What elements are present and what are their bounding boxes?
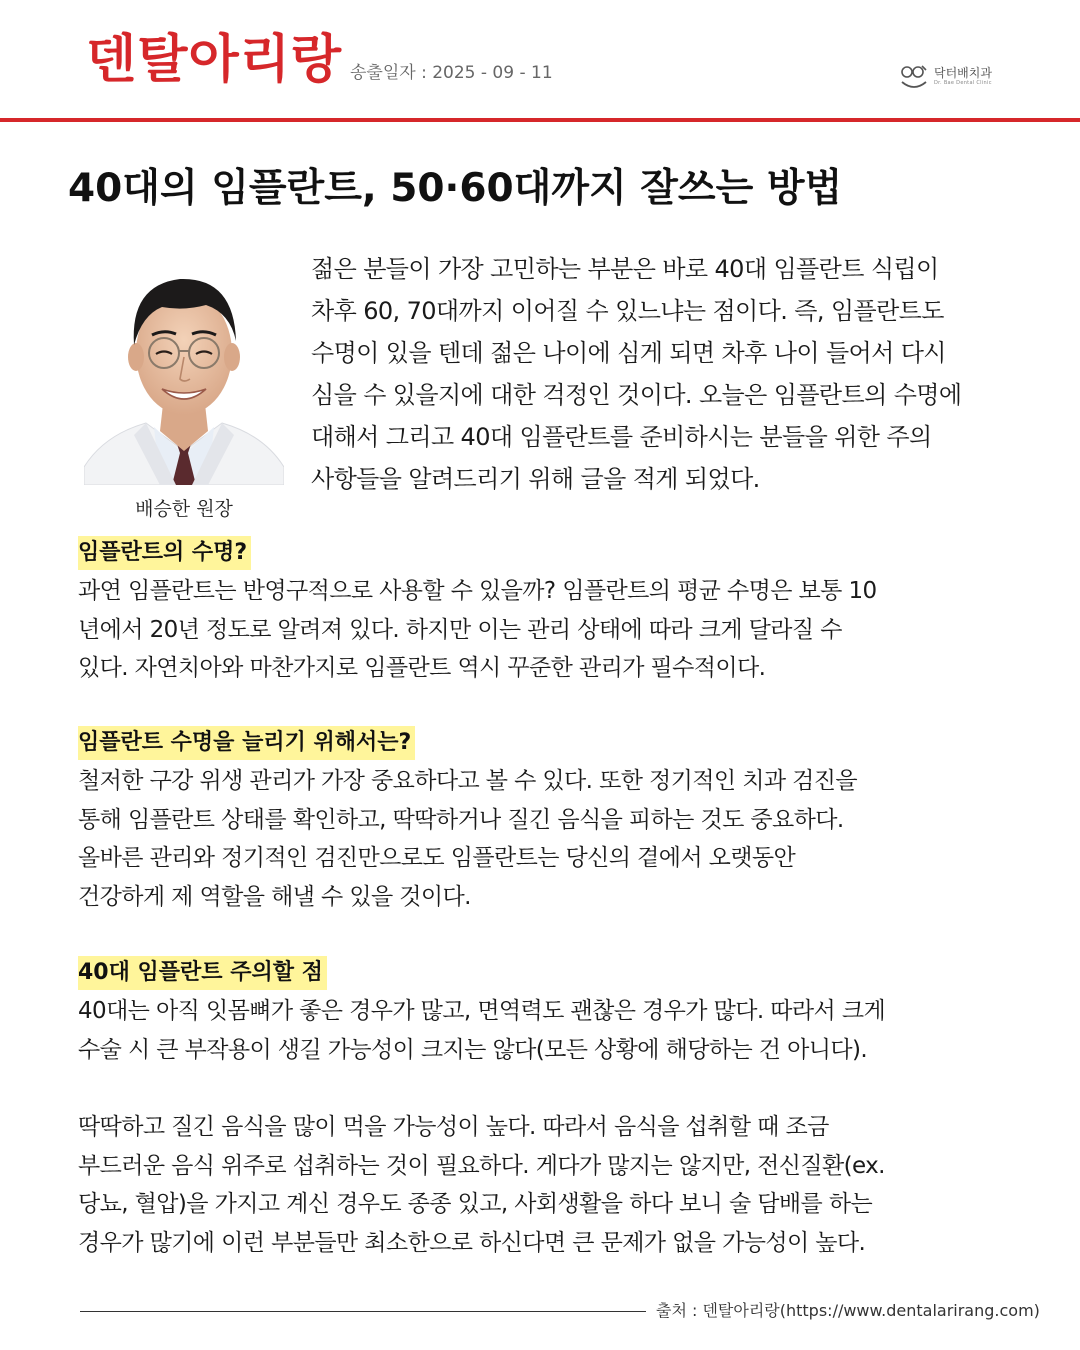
broadcast-date: 송출일자 : 2025 - 09 - 11 bbox=[350, 63, 553, 83]
intro-line: 심을 수 있을지에 대한 걱정인 것이다. 오늘은 임플란트의 수명에 bbox=[311, 381, 962, 409]
intro-line: 수명이 있을 텐데 젊은 나이에 심게 되면 차후 나이 들어서 다시 bbox=[311, 339, 946, 367]
body-line: 년에서 20년 정도로 알려져 있다. 하지만 이는 관리 상태에 따라 크게 달라질 수 bbox=[78, 616, 842, 643]
body-line: 당뇨, 혈압)을 가지고 계신 경우도 종종 있고, 사회생활을 하다 보니 술 담배를 하는 bbox=[78, 1191, 873, 1217]
section-body bbox=[78, 762, 1018, 916]
clinic-logo bbox=[898, 58, 992, 94]
body-line: 있다. 자연치아와 마찬가지로 임플란트 역시 꾸준한 관리가 필수적이다. bbox=[78, 655, 766, 681]
section-extend-lifespan bbox=[78, 726, 1018, 916]
clinic-logo-icon bbox=[898, 60, 930, 92]
body-line: 과연 임플란트는 반영구적으로 사용할 수 있을까? 임플란트의 평균 수명은 보통 10 bbox=[78, 578, 877, 604]
body-line: 40대는 아직 잇몸뼈가 좋은 경우가 많고, 면역력도 괜찮은 경우가 많다. 따라서 크게 bbox=[78, 998, 886, 1024]
section-implant-lifespan bbox=[78, 536, 1018, 688]
body-line: 철저한 구강 위생 관리가 가장 중요하다고 볼 수 있다. 또한 정기적인 치과 검진을 bbox=[78, 768, 858, 794]
page-header bbox=[0, 0, 1080, 120]
clinic-subtitle: Dr. Bae Dental Clinic bbox=[934, 79, 992, 86]
section-body bbox=[78, 572, 1018, 688]
brand-logo-text: 덴탈아리랑 bbox=[86, 30, 343, 90]
body-line: 수술 시 큰 부작용이 생길 가능성이 크지는 않다(모든 상황에 해당하는 건 아니다). bbox=[78, 1036, 868, 1063]
body-line: 경우가 많기에 이런 부분들만 최소한으로 하신다면 큰 문제가 없을 가능성이 높다. bbox=[78, 1229, 866, 1256]
section-body bbox=[78, 992, 1018, 1069]
section-40s-cautions-continued bbox=[78, 1108, 1018, 1262]
doctor-portrait bbox=[84, 255, 284, 485]
source-credit: 출처 : 덴탈아리랑(https://www.dentalarirang.com) bbox=[656, 1301, 1040, 1320]
body-line: 부드러운 음식 위주로 섭취하는 것이 필요하다. 게다가 많지는 않지만, 전신질환(ex. bbox=[78, 1152, 885, 1179]
section-40s-cautions bbox=[78, 956, 1018, 1069]
intro-line: 대해서 그리고 40대 임플란트를 준비하시는 분들을 위한 주의 bbox=[311, 423, 932, 451]
body-line: 딱딱하고 질긴 음식을 많이 먹을 가능성이 높다. 따라서 음식을 섭취할 때 조금 bbox=[78, 1114, 829, 1140]
doctor-caption: 배승한 원장 bbox=[135, 498, 233, 520]
footer-divider bbox=[80, 1311, 646, 1312]
clinic-name: 닥터배치과 bbox=[934, 65, 992, 80]
body-line: 올바른 관리와 정기적인 검진만으로도 임플란트는 당신의 곁에서 오랫동안 bbox=[78, 845, 796, 871]
body-line: 통해 임플란트 상태를 확인하고, 딱딱하거나 질긴 음식을 피하는 것도 중요하다. bbox=[78, 806, 844, 833]
header-divider bbox=[0, 118, 1080, 122]
intro-paragraph bbox=[311, 248, 1021, 500]
section-heading: 임플란트 수명을 늘리기 위해서는? bbox=[78, 726, 415, 760]
article-title: 40대의 임플란트, 50·60대까지 잘쓰는 방법 bbox=[68, 166, 843, 211]
intro-line: 차후 60, 70대까지 이어질 수 있느냐는 점이다. 즉, 임플란트도 bbox=[311, 297, 944, 325]
section-heading: 임플란트의 수명? bbox=[78, 536, 251, 570]
intro-line: 사항들을 알려드리기 위해 글을 적게 되었다. bbox=[311, 465, 760, 493]
section-heading: 40대 임플란트 주의할 점 bbox=[78, 956, 327, 990]
body-line: 건강하게 제 역할을 해낼 수 있을 것이다. bbox=[78, 883, 471, 910]
intro-line: 젊은 분들이 가장 고민하는 부분은 바로 40대 임플란트 식립이 bbox=[311, 255, 939, 283]
